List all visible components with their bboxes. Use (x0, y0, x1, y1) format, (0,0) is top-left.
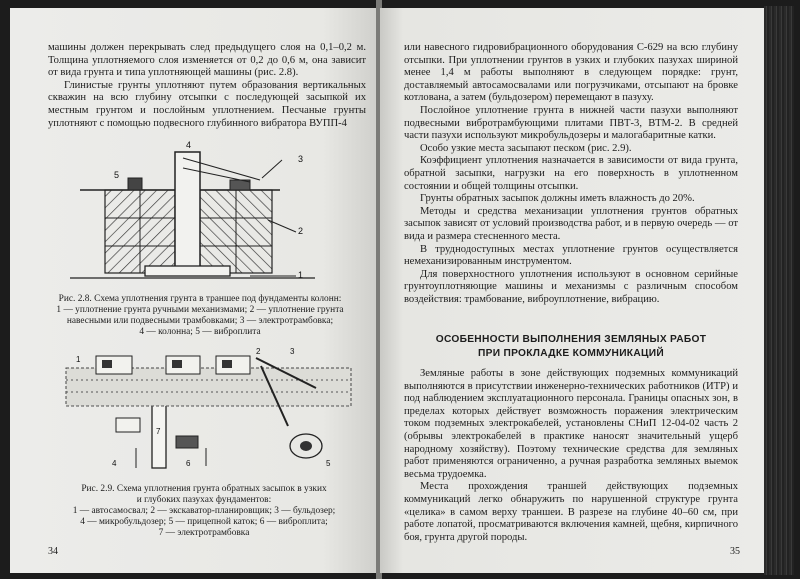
fig2-label-2: 2 (256, 348, 261, 356)
left-paragraph-1: машины должен перекрывать след предыдущего слоя на 0,1–0,2 м. Толщина уплотняемого слоя изменяется от 0,2 до 0,6 м, она зависит от вида грунта и типа уплотняющей машины (рис. 2.8). (48, 42, 366, 79)
vibroplate-2 (176, 436, 198, 448)
right-paragraph-6: Методы и средства механизации уплотнения грунтов обратных засыпок зависят от условий производства работ, и в первую очередь — от вида и размера стесненного места. (404, 205, 738, 242)
fig1-label-3: 3 (298, 154, 304, 164)
right-paragraph-5: Грунты обратных засыпок должны иметь влажность до 20%. (420, 193, 695, 205)
heading-line-1: ОСОБЕННОСТИ ВЫПОЛНЕНИЯ ЗЕМЛЯНЫХ РАБОТ (435, 334, 707, 345)
section-heading (404, 333, 738, 361)
right-paragraph-4: Коэффициент уплотнения назначается в зависимости от вида грунта, обратной засыпки, нагрузки на его поверхность в уплотненном состоянии и общей толщины отсыпки. (404, 155, 738, 192)
left-text-block (48, 42, 366, 130)
right-paragraph-9: Земляные работы в зоне действующих подземных коммуникаций выполняются в присутствии инженерно-технических работников (ИТР) и под наблюдением эксплуатационного персонала. Границы опасных зон, в пределах которых действует возможность поражения электрическим током подземных электрокабелей, установлены СНиП 12-04-02 часть 2 (обрывы электрокабелей в практике наносят значительный ущерб народному хозяйству). Поэтому технические средства для земляных работ применяются ограниченно, а ручная разработка земляных выемок весьма трудоемка. (404, 368, 738, 480)
right-paragraph-3: Особо узкие места засыпают песком (рис. 2.9). (420, 142, 632, 154)
fig1-caption-line-3: навесными или подвесными трамбовками; 3 — электротрамбовка; (66, 316, 334, 326)
footing (145, 266, 230, 276)
micro-bulldozer (116, 418, 140, 432)
dump-truck (96, 356, 132, 374)
left-page (10, 8, 378, 573)
fig2-caption-line-2: и глубоких пазухах фундаментов: (136, 495, 272, 505)
right-text-block-2 (404, 368, 738, 544)
right-page-number: 35 (730, 546, 740, 557)
fig2-label-5: 5 (326, 459, 331, 468)
fig2-label-3: 3 (290, 348, 295, 356)
fig1-label-5: 5 (114, 170, 120, 180)
fig1-caption-line-1: Рис. 2.8. Схема уплотнения грунта в траншее под фундаменты колонн: (58, 294, 342, 304)
heading-line-2: ПРИ ПРОКЛАДКЕ КОММУНИКАЦИЙ (478, 348, 664, 359)
fig1-caption-line-2: 1 — уплотнение грунта ручными механизмами; 2 — уплотнение грунта (56, 305, 344, 315)
figure-2-9-caption (54, 484, 354, 539)
right-text-block-1 (404, 42, 738, 306)
figure-2-8-diagram (50, 138, 350, 288)
book-page-edges (764, 6, 794, 575)
right-paragraph-8: Для поверхностного уплотнения используют в основном серийные грунтоуплотняющие машины и механизмы с различным способом воздействия: трамбование, виброуплотнение, вибрацию. (404, 268, 738, 305)
right-page (380, 8, 764, 573)
left-paragraph-2: Глинистые грунты уплотняют путем образования вертикальных скважин на всю глубину отсыпки с последующей засыпкой их местным грунтом и послойным уплотнением. Песчаные грунты уплотняют с помощью подвесного глубинного вибратора ВУПП-4 (48, 79, 366, 129)
excavator (166, 356, 200, 374)
fig1-label-2: 2 (298, 226, 304, 236)
fig2-caption-line-4: 4 — микробульдозер; 5 — прицепной каток; 6 — виброплита; (80, 517, 328, 527)
fig2-label-1: 1 (76, 355, 81, 364)
right-paragraph-10: Места прохождения траншей действующих подземных коммуникаций легко обнаружить по нарушенной структуре грунта «целика» в самом верху траншеи. В разрезе на глубине 40–60 см, при работе лопатой, просматриваются включения камней, щебня, кирпичного боя, грунта другой породы. (404, 481, 738, 543)
figure-2-8-caption (50, 294, 350, 338)
fig1-label-4: 4 (186, 140, 192, 150)
figure-2-9-diagram (56, 348, 366, 478)
right-paragraph-2: Послойное уплотнение грунта в нижней части пазухи выполняют подвесными вибротрамбующими плитами ПВТ-3, ВТМ-2. В средней части пазухи используют микробульдозеры и малогабаритные катки. (404, 104, 738, 142)
fig2-caption-line-3: 1 — автосамосвал; 2 — экскаватор-планировщик; 3 — бульдозер; (72, 506, 336, 516)
bulldozer (216, 356, 250, 374)
fig2-caption-line-5: 7 — электротрамбовка (158, 528, 250, 538)
right-paragraph-1: или навесного гидровибрационного оборудования С-629 на всю глубину отсыпки. При уплотнении грунтов в узких и глубоких пазухах шириной менее 1,4 м работы выполняют в следующем порядке: грунт, доставляемый автосамосвалами или погрузчиками, отсыпают на бровке котлована, а затем (бульдозером) перемещают в пазуху. (404, 42, 738, 104)
right-paragraph-7: В труднодоступных местах уплотнение грунтов осуществляется немеханизированным инструментом. (404, 243, 738, 268)
fig1-label-1: 1 (298, 270, 304, 280)
vibroplate (128, 178, 142, 190)
column (175, 152, 200, 273)
fig2-caption-line-1: Рис. 2.9. Схема уплотнения грунта обратных засыпок в узких (81, 484, 327, 494)
left-page-number: 34 (48, 546, 58, 557)
fig2-label-4: 4 (112, 459, 117, 468)
fig2-label-6: 6 (186, 459, 191, 468)
fig1-caption-line-4: 4 — колонна; 5 — виброплита (139, 327, 261, 337)
fig2-label-7: 7 (156, 427, 161, 436)
